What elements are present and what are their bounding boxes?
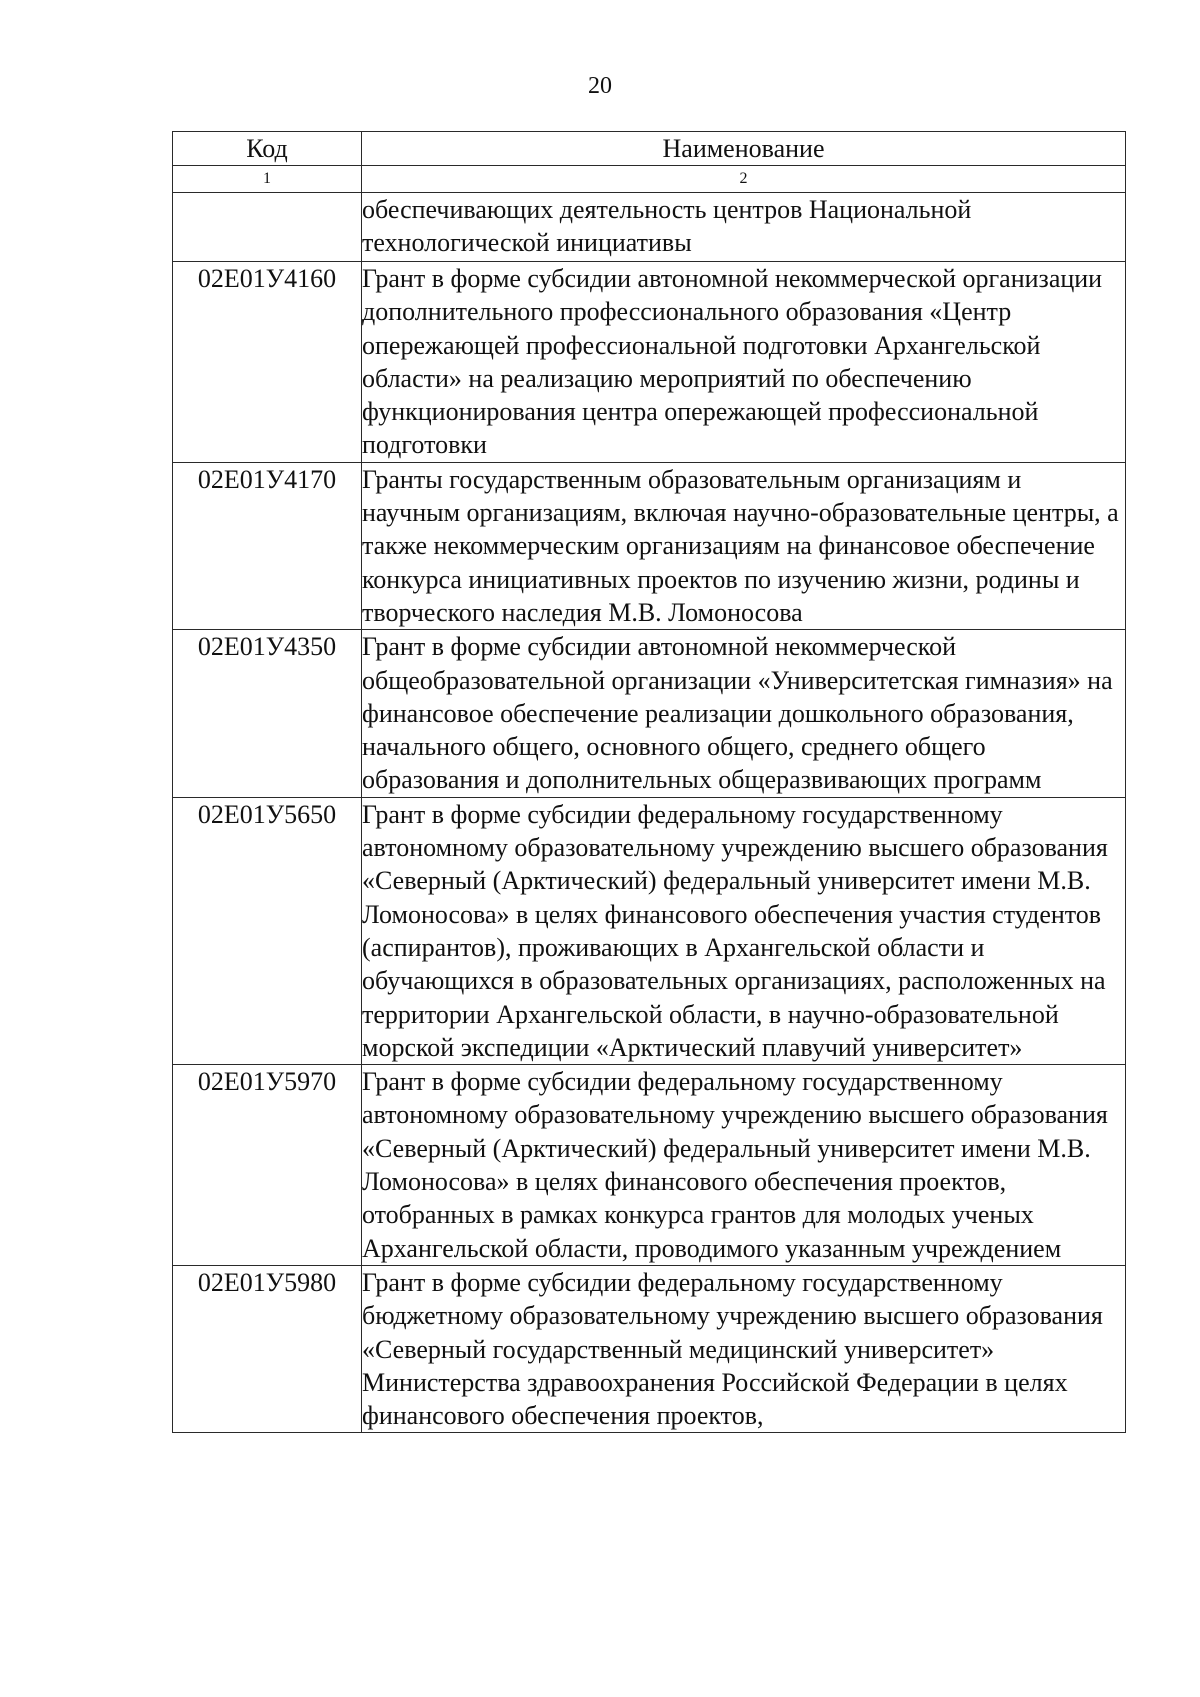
row-name: Грант в форме субсидии автономной некоммерческой организации дополнительного профессионального образования «Центр опережающей профессиональной подготовки Архангельской области» на реализацию мероприятий по обеспечению функционирования центра опережающей профессиональной подготовки: [362, 262, 1126, 463]
row-code: 02E01У5980: [173, 1265, 362, 1432]
row-code: 02E01У4170: [173, 462, 362, 629]
table-row: [173, 1265, 1126, 1432]
table-row: [173, 797, 1126, 1064]
row-code: 02E01У4160: [173, 262, 362, 463]
header-name: Наименование: [362, 132, 1126, 166]
row-name: Грант в форме субсидии федеральному государственному бюджетному образовательному учреждению высшего образования «Северный государственный медицинский университет» Министерства здравоохранения Российской Федерации в целях финансового обеспечения проектов,: [362, 1265, 1126, 1432]
row-code: 02E01У5650: [173, 797, 362, 1064]
table-row: [173, 262, 1126, 463]
table-row: [173, 193, 1126, 262]
column-number-name: 2: [362, 166, 1126, 193]
table-row: [173, 1065, 1126, 1266]
row-name: Гранты государственным образовательным организациям и научным организациям, включая научно-образовательные центры, а также некоммерческим организациям на финансовое обеспечение конкурса инициативных проектов по изучению жизни, родины и творческого наследия М.В. Ломоносова: [362, 462, 1126, 629]
row-code: [173, 193, 362, 262]
row-name: Грант в форме субсидии автономной некоммерческой общеобразовательной организации «Университетская гимназия» на финансовое обеспечение реализации дошкольного образования, начального общего, основного общего, среднего общего образования и дополнительных общеразвивающих программ: [362, 630, 1126, 797]
row-code: 02E01У5970: [173, 1065, 362, 1266]
budget-code-table: [172, 131, 1126, 1433]
column-number-row: [173, 166, 1126, 193]
row-code: 02E01У4350: [173, 630, 362, 797]
table-row: [173, 630, 1126, 797]
row-name: Грант в форме субсидии федеральному государственному автономному образовательному учреждению высшего образования «Северный (Арктический) федеральный университет имени М.В. Ломоносова» в целях финансового обеспечения проектов, отобранных в рамках конкурса грантов для молодых ученых Архангельской области, проводимого указанным учреждением: [362, 1065, 1126, 1266]
table-header-row: [173, 132, 1126, 166]
column-number-code: 1: [173, 166, 362, 193]
row-name: Грант в форме субсидии федеральному государственному автономному образовательному учреждению высшего образования «Северный (Арктический) федеральный университет имени М.В. Ломоносова» в целях финансового обеспечения участия студентов (аспирантов), проживающих в Архангельской области и обучающихся в образовательных организациях, расположенных на территории Архангельской области, в научно-образовательной морской экспедиции «Арктический плавучий университет»: [362, 797, 1126, 1064]
table-row: [173, 462, 1126, 629]
row-name: обеспечивающих деятельность центров Национальной технологической инициативы: [362, 193, 1126, 262]
header-code: Код: [173, 132, 362, 166]
page-number: 20: [588, 73, 612, 99]
